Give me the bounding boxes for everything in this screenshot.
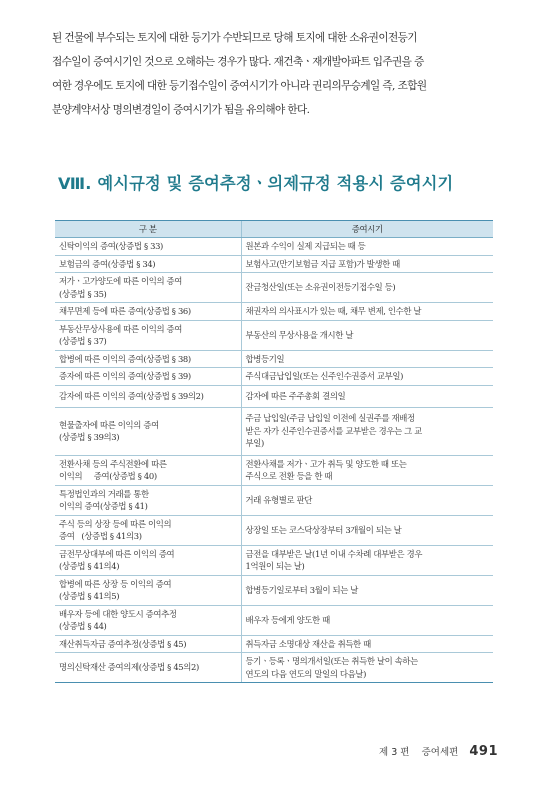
- timing-line: 합병등기일로부터 3월이 되는 날: [245, 584, 359, 595]
- timing-cell: [241, 575, 493, 605]
- category-line: 증여 (상증법 § 41의3): [59, 531, 142, 541]
- category-cell: [55, 515, 241, 545]
- category-line: 재산취득자금 증여추정(상증법 § 45): [59, 638, 187, 649]
- category-line: (상증법 § 37): [59, 336, 107, 346]
- table-row: [55, 238, 493, 256]
- timing-line: 부동산의 무상사용을 개시한 날: [245, 329, 354, 340]
- category-cell: [55, 385, 241, 407]
- table-body: [55, 238, 493, 683]
- timing-line: 전환사채를 저가ㆍ고가 취득 및 양도한 때 또는: [245, 458, 407, 469]
- footer-section: 증여세편: [421, 747, 459, 758]
- intro-paragraph: [52, 26, 500, 122]
- category-cell: [55, 255, 241, 273]
- category-line: (상증법 § 44): [59, 621, 107, 631]
- table-row: [55, 320, 493, 350]
- timing-line: 취득자금 소명대상 재산을 취득한 때: [245, 638, 371, 649]
- timing-line: 1억원이 되는 날): [245, 561, 305, 571]
- category-line: 이익의 증여(상증법 § 41): [59, 501, 148, 511]
- table-row: [55, 455, 493, 485]
- category-cell: [55, 320, 241, 350]
- category-line: 주식 등의 상장 등에 따른 이익의: [59, 518, 172, 529]
- timing-cell: [241, 653, 493, 683]
- timing-line: 연도의 다음 연도의 말일의 다음날): [245, 668, 367, 679]
- category-line: (상증법 § 39의3): [59, 432, 120, 442]
- category-line: 신탁이익의 증여(상증법 § 33): [59, 241, 163, 251]
- category-cell: [55, 303, 241, 321]
- category-line: 합병에 따른 상장 등 이익의 증여: [59, 578, 172, 589]
- timing-cell: [241, 545, 493, 575]
- column-header-category: 구 분: [55, 221, 241, 238]
- intro-line: 분양계약서상 명의변경일이 증여시기가 됨을 유의해야 한다.: [52, 104, 310, 116]
- category-line: 금전무상대부에 따른 이익의 증여: [59, 548, 175, 559]
- timing-line: 부일): [245, 438, 264, 449]
- timing-cell: [241, 407, 493, 455]
- category-cell: [55, 407, 241, 455]
- table-row: [55, 653, 493, 683]
- category-line: 보험금의 증여(상증법 § 34): [59, 258, 156, 269]
- timing-line: 배우자 등에게 양도한 때: [245, 614, 330, 625]
- category-cell: [55, 238, 241, 256]
- timing-line: 잔금청산일(또는 소유권이전등기접수일 등): [245, 282, 396, 293]
- page-number: 491: [469, 744, 498, 759]
- section-title: Ⅷ. 예시규정 및 증여추정ㆍ의제규정 적용시 증여시기: [58, 174, 454, 193]
- timing-line: 거래 유형별로 판단: [245, 494, 313, 505]
- timing-line: 원본과 수익이 실제 지급되는 때 등: [245, 241, 366, 251]
- timing-line: 주금 납입일(주금 납입일 이전에 실권주를 재배정: [245, 413, 415, 424]
- timing-line: 주식으로 전환 등을 한 때: [245, 471, 333, 481]
- table-row: [55, 575, 493, 605]
- table-row: [55, 605, 493, 635]
- timing-line: 주식대금납입일(또는 신주인수권증서 교부일): [245, 371, 404, 381]
- timing-cell: [241, 635, 493, 653]
- table-row: [55, 303, 493, 321]
- footer-part: 제 3 편: [379, 747, 410, 758]
- intro-line: 여한 경우에도 토지에 대한 등기접수일이 증여시기가 아니라 권리의무승계일 즉, 조합원: [52, 80, 427, 92]
- timing-cell: [241, 455, 493, 485]
- category-cell: [55, 368, 241, 386]
- category-line: 저가ㆍ고가양도에 따른 이익의 증여: [59, 276, 183, 286]
- timing-cell: [241, 485, 493, 515]
- category-cell: [55, 653, 241, 683]
- category-line: 명의신탁재산 증여의제(상증법 § 45의2): [59, 662, 199, 673]
- category-line: (상증법 § 41의4): [59, 561, 120, 571]
- category-line: 채무면제 등에 따른 증여(상증법 § 36): [59, 306, 191, 316]
- table-row: [55, 635, 493, 653]
- table-row: [55, 368, 493, 386]
- category-cell: [55, 635, 241, 653]
- table-row: [55, 485, 493, 515]
- timing-line: 채권자의 의사표시가 있는 때, 채무 변제, 인수한 날: [245, 306, 422, 316]
- category-line: 특정법인과의 거래를 통한: [59, 488, 149, 499]
- timing-line: 받은 자가 신주인수권증서를 교부받은 경우는 그 교: [245, 425, 422, 436]
- timing-cell: [241, 385, 493, 407]
- timing-line: 등기ㆍ등록ㆍ명의개서일(또는 취득한 날이 속하는: [245, 656, 418, 666]
- category-cell: [55, 350, 241, 368]
- category-cell: [55, 485, 241, 515]
- timing-cell: [241, 368, 493, 386]
- table-row: [55, 350, 493, 368]
- timing-cell: [241, 303, 493, 321]
- category-line: 감자에 따른 이익의 증여(상증법 § 39의2): [59, 390, 204, 401]
- category-line: 증자에 따른 이익의 증여(상증법 § 39): [59, 371, 191, 381]
- category-line: 배우자 등에 대한 양도시 증여추정: [59, 608, 177, 619]
- category-line: (상증법 § 35): [59, 288, 107, 299]
- table-row: [55, 515, 493, 545]
- table-row: [55, 407, 493, 455]
- category-line: 전환사채 등의 주식전환에 따른: [59, 458, 167, 469]
- intro-line: 된 건물에 부수되는 토지에 대한 등기가 수반되므로 당해 토지에 대한 소유권이전등기: [52, 32, 417, 44]
- page-footer: [379, 744, 498, 759]
- category-line: (상증법 § 41의5): [59, 591, 120, 601]
- table-row: [55, 545, 493, 575]
- timing-line: 금전을 대부받은 날(1년 이내 수차례 대부받은 경우: [245, 548, 423, 559]
- timing-cell: [241, 605, 493, 635]
- category-cell: [55, 273, 241, 303]
- category-line: 합병에 따른 이익의 증여(상증법 § 38): [59, 353, 191, 364]
- category-cell: [55, 605, 241, 635]
- category-line: 이익의 증여(상증법 § 40): [59, 471, 157, 481]
- table-row: [55, 385, 493, 407]
- gift-timing-table: [55, 220, 493, 683]
- timing-cell: [241, 238, 493, 256]
- table-row: [55, 273, 493, 303]
- category-cell: [55, 455, 241, 485]
- category-line: 부동산무상사용에 따른 이익의 증여: [59, 323, 183, 334]
- timing-cell: [241, 350, 493, 368]
- timing-line: 보험사고(만기보험금 지급 포함)가 발생한 때: [245, 258, 400, 269]
- timing-line: 상장일 또는 코스닥상장부터 3개월이 되는 날: [245, 524, 402, 535]
- category-cell: [55, 545, 241, 575]
- timing-cell: [241, 320, 493, 350]
- intro-line: 접수일이 증여시기인 것으로 오해하는 경우가 많다. 재건축ㆍ재개발아파트 입주권을 증: [52, 56, 424, 68]
- table-row: [55, 255, 493, 273]
- category-cell: [55, 575, 241, 605]
- column-header-timing: 증여시기: [241, 221, 493, 238]
- timing-line: 감자에 따른 주주총회 결의일: [245, 390, 346, 401]
- timing-cell: [241, 515, 493, 545]
- category-line: 현물출자에 따른 이익의 증여: [59, 419, 159, 430]
- timing-line: 합병등기일: [245, 353, 285, 364]
- table-header-row: [55, 221, 493, 238]
- timing-cell: [241, 255, 493, 273]
- timing-cell: [241, 273, 493, 303]
